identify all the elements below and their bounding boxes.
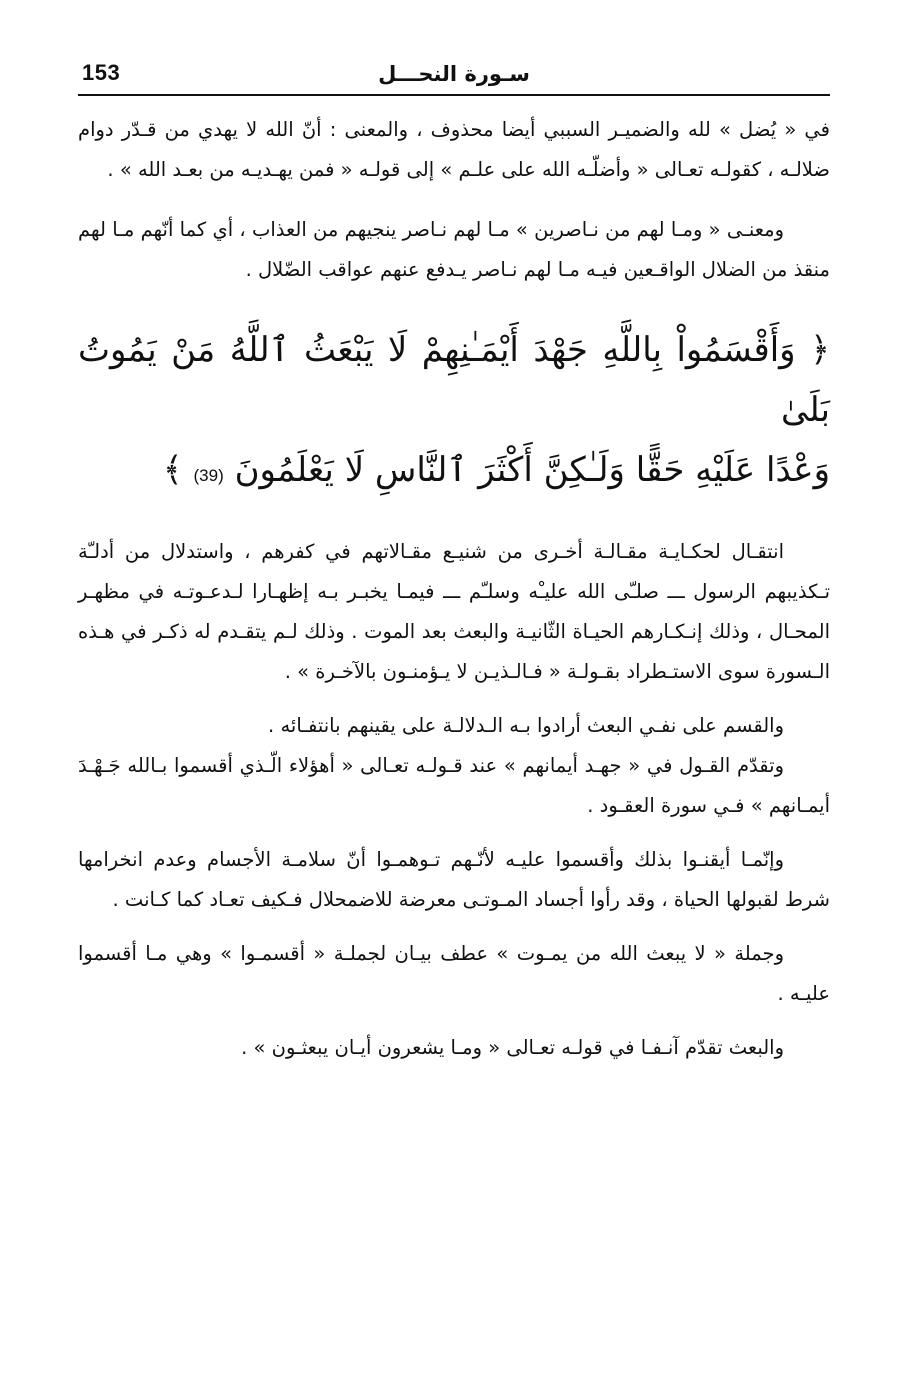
paragraph-2: ومعنـى « ومـا لهم من نـاصرين » مـا لهم نـاصر ينجيهم من العذاب ، أي كما أنّهم مـا لهم منقذ من الضلال الواقـعين فيـه مـا لهم نـاصر يـدفع عنهم عواقب الضّلال . bbox=[78, 218, 830, 281]
page-number: 153 bbox=[82, 60, 121, 85]
paragraph-3: انتقـال لحكـايـة مقـالـة أخـرى من شنيـع مقـالاتهم في كفرهم ، واستدلال من أدلـّة تـكذيبهم الرسول ـــ صلـّى الله عليـْه وسلـّم ـــ فيمـا يخبـر بـه إظهـارا لـدعـوتـه في مظهـر المحـال ، وذلك إنـكـارهم الحيـاة الثّانيـة والبعث بعد الموت . وذلك لـم يتقـدم له ذكـر في هـذه الـسورة سوى الاستـطراد بقـولـة « فـالـذيـن لا يـؤمنـون بالآخـرة » . bbox=[78, 540, 830, 683]
paragraph-8: والبعث تقدّم آنـفـا في قولـه تعـالى « ومـا يشعرون أيـان يبعثـون » . bbox=[241, 1036, 784, 1059]
verse-line-1 bbox=[78, 320, 830, 440]
verse-text-line-2: وَعْدًا عَلَيْهِ حَقًّا وَلَـٰكِنَّ أَكْثَرَ ٱلنَّاسِ لَا يَعْلَمُونَ bbox=[234, 450, 830, 490]
paragraph-7: وجملة « لا يبعث الله من يمـوت » عطف بيـان لجملـة « أقسمـوا » وهي مـا أقسموا عليـه . bbox=[78, 942, 830, 1005]
paragraph-5: وتقدّم القـول في « جهـد أيمانهم » عند قـولـه تعـالى « أهؤلاء الّـذي أقسموا بـالله جَـهْـدَ أيمـانهم » فـي سورة العقـود . bbox=[78, 754, 830, 817]
page-body bbox=[78, 110, 830, 1068]
quran-verse bbox=[78, 320, 830, 506]
surah-title: سـورة النحـــل bbox=[378, 62, 530, 86]
verse-line-2 bbox=[78, 440, 830, 506]
paragraph-6: وإنّمـا أيقنـوا بذلك وأقسموا عليـه لأنّـهم تـوهمـوا أنّ سلامـة الأجسام وعدم انخرامها شرط لقبولها الحياة ، وقد رأوا أجساد المـوتـى معرضة للاضمحلال فـكيف تعـاد كما كـانت . bbox=[78, 848, 830, 911]
paragraph-1: في « يُضل » لله والضميـر السببي أيضا محذوف ، والمعنى : أنّ الله لا يهدي من قـدّر دوام ضلالـه ، كقولـه تعـالى « وأضلّـه الله على علـم » إلى قولـه « فمن يهـديـه من بعـد الله » . bbox=[78, 118, 830, 181]
header-rule bbox=[78, 94, 830, 96]
paragraph-4: والقسم على نفـي البعث أرادوا بـه الـدلالـة على يقينهم بانتفـائه . bbox=[268, 714, 784, 737]
page-header bbox=[78, 56, 830, 96]
verse-number: (39) bbox=[193, 466, 224, 485]
verse-open-bracket: ﴿ bbox=[810, 330, 830, 370]
verse-close-bracket: ﴾ bbox=[162, 450, 183, 490]
verse-text-line-1: وَأَقْسَمُواْ بِاللَّهِ جَهْدَ أَيْمَـٰنِهِمْ لَا يَبْعَثُ ٱللَّهُ مَنْ يَمُوتُ بَلَىٰ bbox=[78, 330, 830, 430]
